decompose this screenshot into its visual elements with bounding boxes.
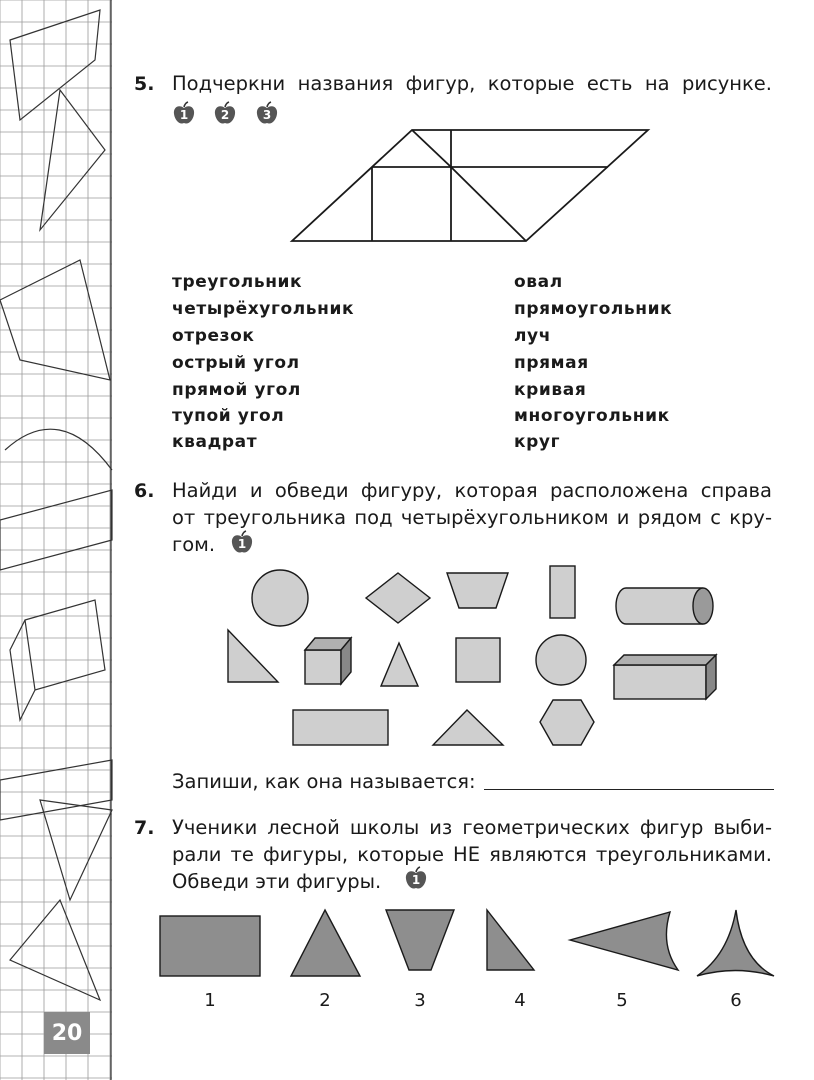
task7-line-1: Ученики лесной школы из геометрических фигур выби- <box>172 816 772 839</box>
word-left-4[interactable]: острый угол <box>172 353 300 373</box>
task6-line-1: Найди и обведи фигуру, которая расположена справа <box>172 479 772 502</box>
task7-number: 7. <box>134 817 155 839</box>
word-left-6[interactable]: тупой угол <box>172 406 285 426</box>
word-right-2[interactable]: прямоугольник <box>514 299 673 319</box>
word-left-1[interactable]: треугольник <box>172 272 303 292</box>
figure-5-curved-triangle[interactable] <box>570 912 678 970</box>
caption-2: 2 <box>319 990 331 1011</box>
caption-4: 4 <box>514 990 526 1011</box>
answer-prompt: Запиши, как она называется: <box>172 770 476 793</box>
caption-3: 3 <box>414 990 426 1011</box>
caption-6: 6 <box>730 990 742 1011</box>
apple-level-label: 2 <box>220 108 230 122</box>
task7-line-2: рали те фигуры, которые НЕ являются треугольниками. <box>172 843 772 866</box>
page-number: 20 <box>44 1012 90 1054</box>
apple-level-label: 1 <box>179 108 189 122</box>
figure-4-triangle[interactable] <box>487 910 534 970</box>
apple-level-label: 1 <box>411 873 421 887</box>
word-right-3[interactable]: луч <box>514 326 552 346</box>
word-left-5[interactable]: прямой угол <box>172 380 301 400</box>
task7-line-3: Обведи эти фигуры. <box>172 870 382 893</box>
word-left-2[interactable]: четырёхугольник <box>172 299 355 319</box>
task6-line-2: от треугольника под четырёхугольником и рядом с кру- <box>172 506 772 529</box>
word-left-7[interactable]: квадрат <box>172 432 258 452</box>
word-right-7[interactable]: круг <box>514 432 561 452</box>
word-right-6[interactable]: многоугольник <box>514 406 670 426</box>
word-left-3[interactable]: отрезок <box>172 326 255 346</box>
task5-number: 5. <box>134 73 155 95</box>
word-right-1[interactable]: овал <box>514 272 563 292</box>
word-right-4[interactable]: прямая <box>514 353 589 373</box>
figure-6-curved-triangle[interactable] <box>697 910 774 976</box>
task6-line-3: гом. <box>172 533 216 556</box>
caption-5: 5 <box>616 990 628 1011</box>
figure-1-rectangle[interactable] <box>160 916 260 976</box>
apple-level-label: 3 <box>262 108 272 122</box>
word-right-5[interactable]: кривая <box>514 380 587 400</box>
caption-1: 1 <box>204 990 216 1011</box>
task6-number: 6. <box>134 480 155 502</box>
figure-3-trapezoid[interactable] <box>386 910 454 970</box>
task5-text: Подчеркни названия фигур, которые есть на рисунке. <box>172 72 772 95</box>
figure-2-triangle[interactable] <box>291 910 360 976</box>
apple-level-label: 1 <box>237 537 247 551</box>
